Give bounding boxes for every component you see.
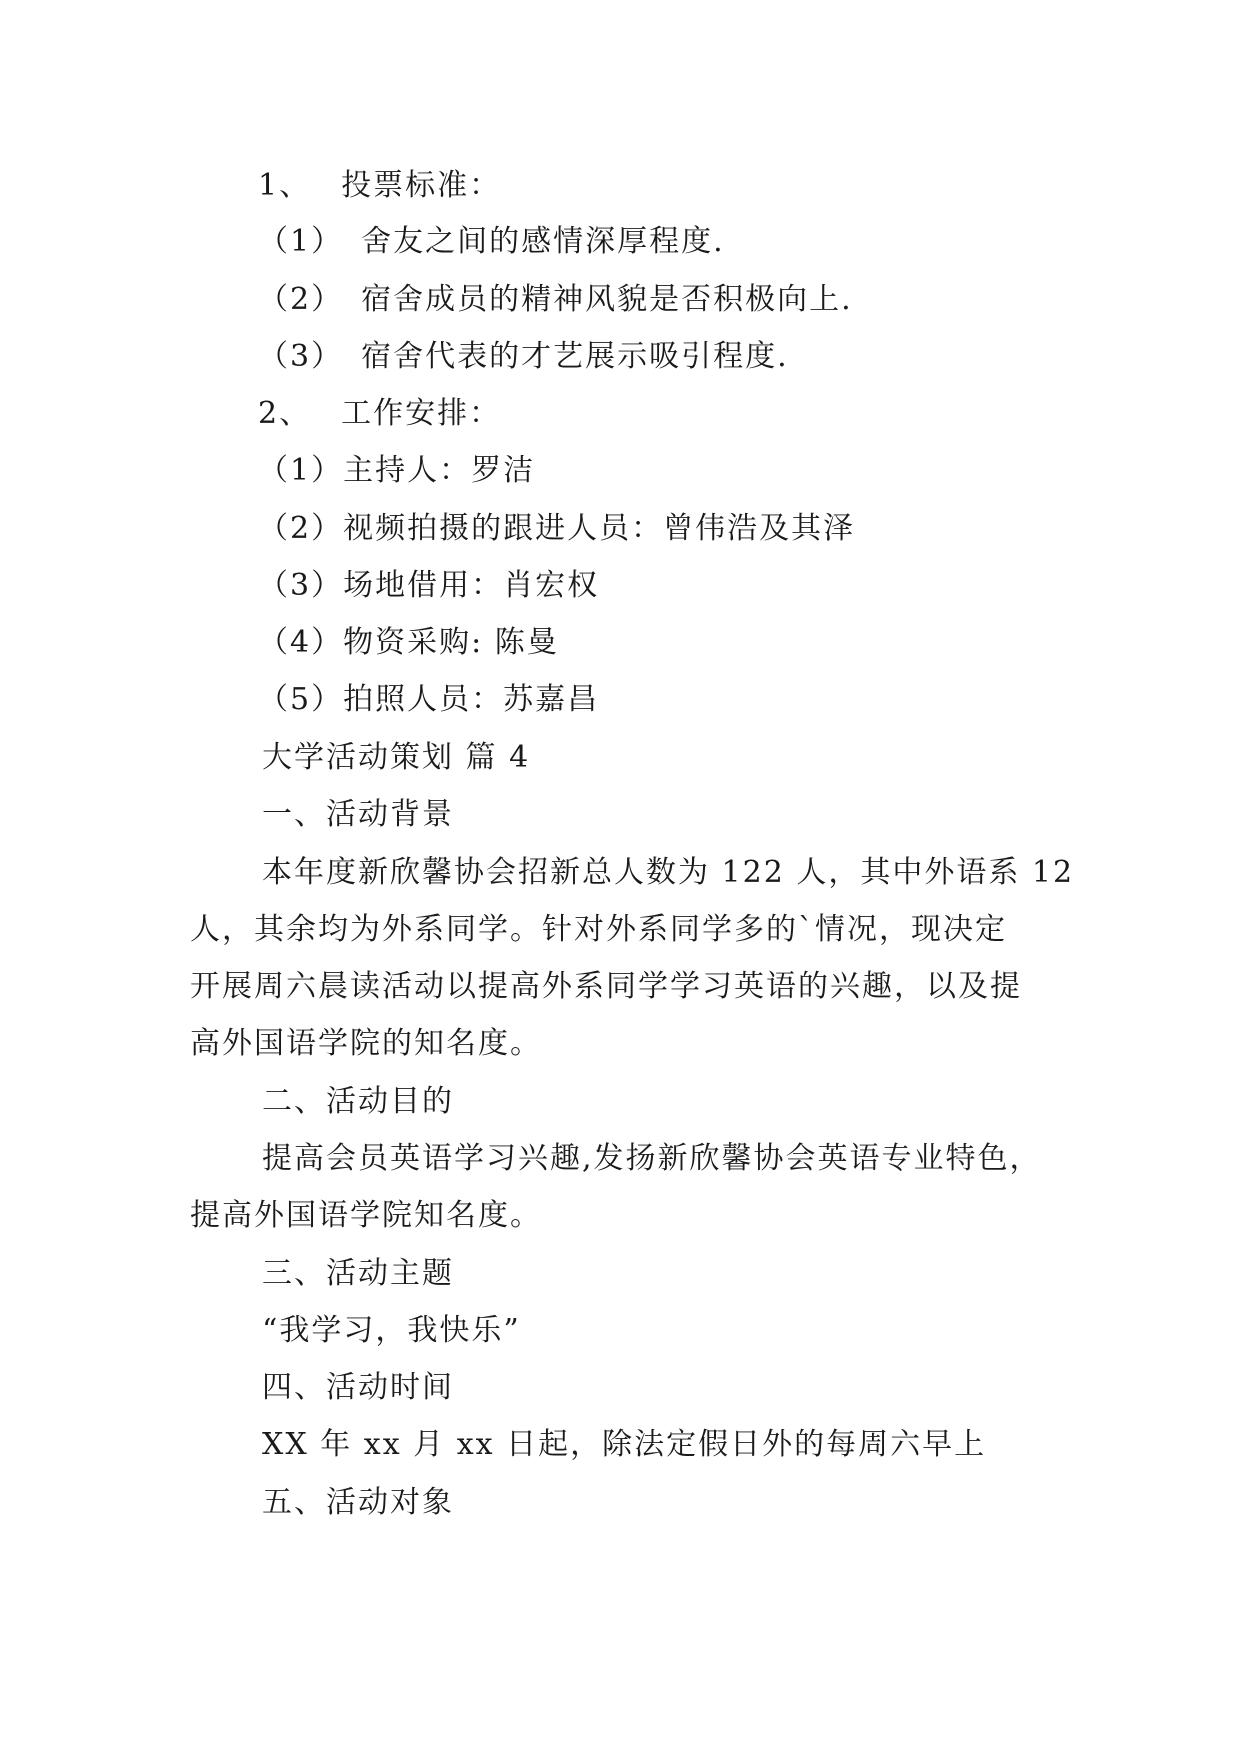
list-item-voting-criteria — [258, 166, 501, 206]
section-heading: 二、活动目的 — [262, 1084, 454, 1119]
paragraph-line: 提高外国语学院知名度。 — [190, 1198, 542, 1233]
item-text: 舍友之间的感情深厚程度. — [361, 224, 725, 259]
section-title: 大学活动策划 篇 4 — [262, 740, 531, 775]
item-text: 投票标准： — [341, 168, 502, 203]
list-subitem — [258, 337, 789, 377]
item-number: 2、 — [258, 396, 312, 431]
list-subitem — [258, 222, 725, 262]
item-number: 1、 — [258, 168, 312, 203]
list-subitem: （5）拍照人员：苏嘉昌 — [258, 682, 600, 717]
item-text: 宿舍成员的精神风貌是否积极向上. — [361, 282, 853, 317]
item-number: （1） — [258, 224, 344, 259]
list-subitem: （4）物资采购: 陈曼 — [258, 625, 559, 660]
paragraph-line: “我学习，我快乐” — [262, 1313, 521, 1348]
item-text: 工作安排： — [341, 396, 502, 431]
paragraph-line: 开展周六晨读活动以提高外系同学学习英语的兴趣，以及提 — [190, 969, 1022, 1004]
list-subitem: （1）主持人：罗洁 — [258, 453, 536, 488]
paragraph-line: 高外国语学院的知名度。 — [190, 1026, 542, 1061]
list-item-work-arrangement — [258, 394, 501, 434]
paragraph-line: 人，其余均为外系同学。针对外系同学多的`情况，现决定 — [190, 912, 1007, 947]
list-subitem: （2）视频拍摄的跟进人员：曾伟浩及其泽 — [258, 511, 856, 546]
list-subitem: （3）场地借用：肖宏权 — [258, 568, 600, 603]
item-number: （2） — [258, 282, 344, 317]
section-heading: 三、活动主题 — [262, 1256, 454, 1291]
section-heading: 五、活动对象 — [262, 1485, 454, 1520]
paragraph-line: 本年度新欣馨协会招新总人数为 122 人，其中外语系 12 — [262, 855, 1075, 890]
item-number: （3） — [258, 339, 344, 374]
paragraph-line: XX 年 xx 月 xx 日起，除法定假日外的每周六早上 — [262, 1427, 987, 1462]
list-subitem — [258, 280, 853, 320]
section-heading: 四、活动时间 — [262, 1370, 454, 1405]
section-heading: 一、活动背景 — [262, 797, 454, 832]
item-text: 宿舍代表的才艺展示吸引程度. — [361, 339, 789, 374]
paragraph-line: 提高会员英语学习兴趣,发扬新欣馨协会英语专业特色， — [262, 1141, 1042, 1176]
